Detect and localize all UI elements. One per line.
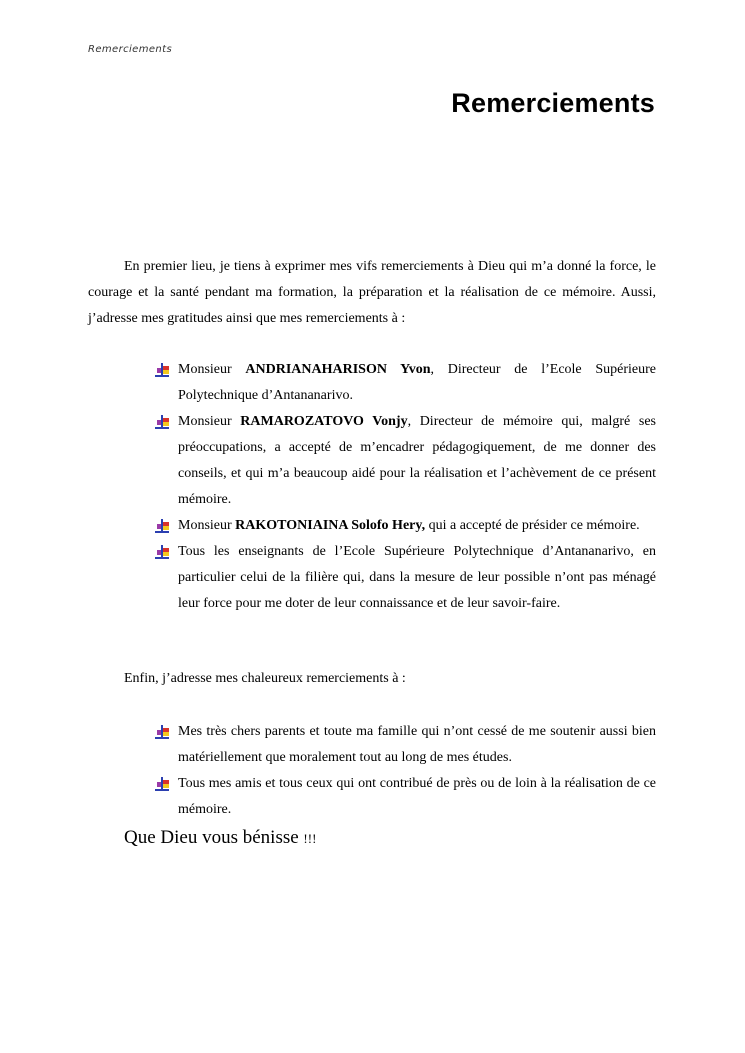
pin-bullet-icon bbox=[155, 545, 169, 559]
list-item bbox=[155, 409, 656, 513]
list-item bbox=[155, 357, 656, 409]
item-text: Tous les enseignants de l’Ecole Supérieure Polytechnique d’Antananarivo, en particulier celui de la filière qui, dans la mesure de leur possible n’ont pas ménagé leur force pour me doter de leur connaissance et de leur savoir-faire. bbox=[178, 544, 656, 611]
list-item bbox=[155, 771, 656, 823]
list-item bbox=[155, 539, 656, 617]
thanks-list-family bbox=[155, 719, 656, 823]
pin-bullet-icon bbox=[155, 777, 169, 791]
item-text: Tous mes amis et tous ceux qui ont contribué de près ou de loin à la réalisation de ce mémoire. bbox=[178, 776, 656, 817]
person-name: RAKOTONIAINA Solofo Hery, bbox=[235, 518, 426, 533]
person-name: RAMAROZATOVO Vonjy bbox=[240, 414, 408, 429]
thanks-list bbox=[155, 357, 656, 617]
running-header: Remerciements bbox=[88, 44, 173, 55]
item-text: , Directeur de l’Ecole Supérieure Polytechnique d’Antananarivo. bbox=[178, 362, 656, 403]
list-item bbox=[155, 719, 656, 771]
pin-bullet-icon bbox=[155, 415, 169, 429]
item-prefix: Monsieur bbox=[178, 518, 236, 533]
intro-paragraph: En premier lieu, je tiens à exprimer mes vifs remerciements à Dieu qui m’a donné la force, le courage et la santé pendant ma formation, la préparation et la réalisation de ce mémoire. Aussi, j’adresse mes gratitudes ainsi que mes remerciements à : bbox=[88, 259, 656, 326]
item-text: , Directeur de mémoire qui, malgré ses préoccupations, a accepté de m’encadrer pédagogiquement, de me donner des conseils, et qui m’a beaucoup aidé pour la réalisation et l’achèvement de ce présent mémoire. bbox=[178, 414, 656, 507]
pin-bullet-icon bbox=[155, 519, 169, 533]
closing-paragraph: Enfin, j’adresse mes chaleureux remerciements à : bbox=[124, 671, 406, 686]
pin-bullet-icon bbox=[155, 725, 169, 739]
person-name: ANDRIANAHARISON Yvon bbox=[245, 362, 431, 377]
list-item bbox=[155, 513, 656, 539]
blessing-line bbox=[124, 824, 316, 853]
item-text: Mes très chers parents et toute ma famille qui n’ont cessé de me soutenir aussi bien matériellement que moralement tout au long de mes études. bbox=[178, 724, 656, 765]
pin-bullet-icon bbox=[155, 363, 169, 377]
blessing-text: Que Dieu vous bénisse bbox=[124, 827, 304, 848]
item-prefix: Monsieur bbox=[178, 414, 241, 429]
page-title: Remerciements bbox=[451, 88, 655, 118]
item-prefix: Monsieur bbox=[178, 362, 246, 377]
item-text: qui a accepté de présider ce mémoire. bbox=[425, 518, 640, 533]
blessing-exclamation: !!! bbox=[303, 831, 317, 846]
